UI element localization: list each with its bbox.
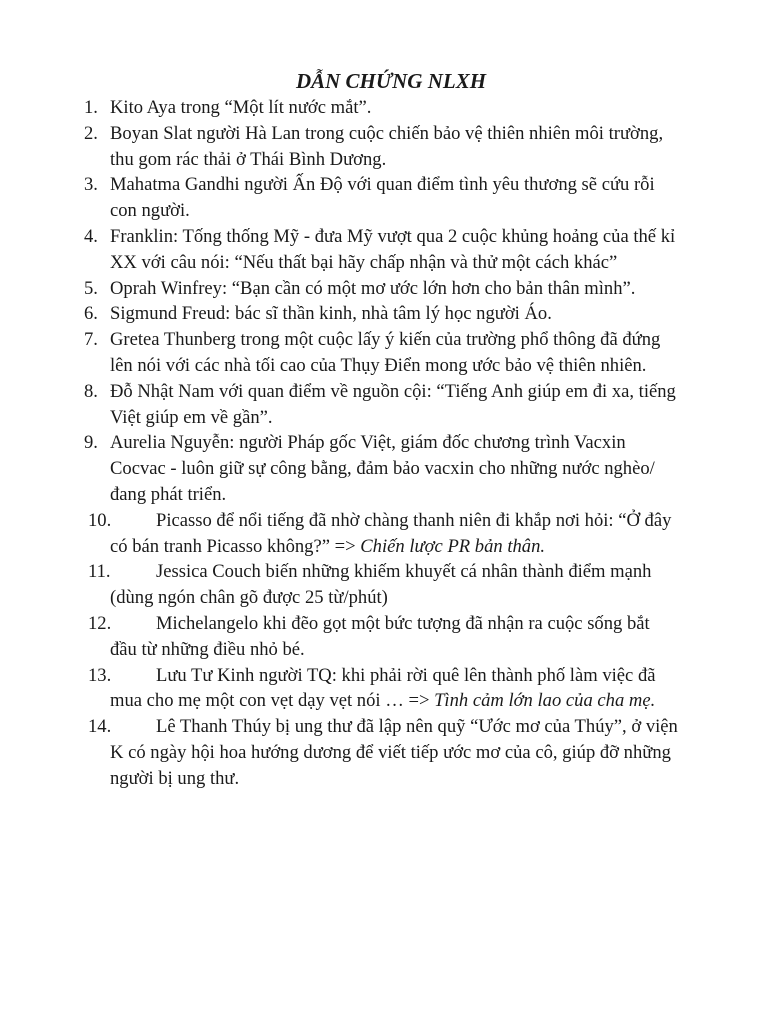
list-item-number: 10.	[88, 509, 112, 531]
list-item-text: Aurelia Nguyễn: người Pháp gốc Việt, giám đốc chương trình Vacxin Cocvac - luôn giữ sự công bằng, đảm bảo vacxin cho những nước nghèo/ đang phát triển.	[110, 432, 655, 505]
list-item-number: 4.	[84, 225, 98, 247]
list-item-text: Michelangelo khi đẽo gọt một bức tượng đã nhận ra cuộc sống bắt đầu từ những điều nhỏ bé.	[110, 612, 650, 660]
list-item-text: Gretea Thunberg trong một cuộc lấy ý kiến của trường phổ thông đã đứng lên nói với các nhà tối cao của Thụy Điển mong ước bảo vệ thiên nhiên.	[110, 329, 661, 376]
list-item-text: Franklin: Tống thống Mỹ - đưa Mỹ vượt qua 2 cuộc khủng hoảng của thế kỉ XX với câu nói: “Nếu thất bại hãy chấp nhận và thử một cách khác”	[110, 225, 676, 273]
list-item-emphasis: Tình cảm lớn lao của cha mẹ.	[434, 690, 656, 712]
evidence-list	[84, 95, 678, 792]
list-item-number: 6.	[84, 303, 98, 325]
list-item-text: Picasso để nổi tiếng đã nhờ chàng thanh niên đi khắp nơi hỏi: “Ở đây có bán tranh Picasso không?” =>	[110, 509, 672, 557]
list-item-text: Jessica Couch biến những khiếm khuyết cá nhân thành điểm mạnh (dùng ngón chân gõ được 25 từ/phút)	[110, 561, 652, 609]
list-item-number: 14.	[88, 716, 112, 738]
list-item-text: Boyan Slat người Hà Lan trong cuộc chiến bảo vệ thiên nhiên môi trường, thu gom rác thải ở Thái Bình Dương.	[110, 122, 664, 170]
list-item-number: 1.	[84, 97, 98, 118]
list-item-number: 9.	[84, 432, 98, 454]
list-item	[84, 611, 678, 663]
list-item	[84, 301, 678, 327]
list-item	[84, 663, 678, 715]
list-item	[84, 559, 678, 611]
list-item	[84, 224, 678, 276]
list-item-number: 2.	[84, 122, 98, 144]
list-item	[84, 276, 678, 302]
list-item-number: 3.	[84, 174, 98, 196]
list-item-text: Oprah Winfrey: “Bạn cần có một mơ ước lớn hơn cho bản thân mình”.	[110, 277, 636, 299]
list-item	[84, 95, 678, 121]
list-item-text: Sigmund Freud: bác sĩ thần kinh, nhà tâm lý học người Áo.	[110, 303, 552, 325]
list-item-text: Kito Aya trong “Một lít nước mắt”.	[110, 97, 372, 118]
list-item-number: 12.	[88, 612, 112, 634]
document-title: DẪN CHỨNG NLXH	[295, 69, 487, 93]
list-item	[84, 327, 678, 379]
list-item-emphasis: Chiến lược PR bản thân.	[360, 535, 546, 557]
list-item-number: 5.	[84, 277, 98, 299]
list-item-number: 8.	[84, 380, 98, 402]
list-item	[84, 508, 678, 560]
list-item-text: Đỗ Nhật Nam với quan điểm về nguồn cội: “Tiếng Anh giúp em đi xa, tiếng Việt giúp em về gần”.	[110, 380, 676, 428]
list-item-number: 7.	[84, 329, 98, 351]
list-item-text: Mahatma Gandhi người Ấn Độ với quan điểm tình yêu thương sẽ cứu rỗi con người.	[110, 174, 655, 222]
list-item	[84, 172, 678, 224]
list-item-text: Lê Thanh Thúy bị ung thư đã lập nên quỹ “Ước mơ của Thúy”, ở viện K có ngày hội hoa hướng dương để viết tiếp ước mơ của cô, giúp đỡ những người bị ung thư.	[110, 716, 678, 789]
list-item	[84, 714, 678, 791]
list-item-number: 13.	[88, 664, 112, 686]
list-item	[84, 121, 678, 173]
list-item	[84, 379, 678, 431]
list-item	[84, 430, 678, 507]
list-item-number: 11.	[88, 561, 111, 583]
list-item-text: Lưu Tư Kinh người TQ: khi phải rời quê lên thành phố làm việc đã mua cho mẹ một con vẹt dạy vẹt nói … =>	[110, 664, 656, 712]
